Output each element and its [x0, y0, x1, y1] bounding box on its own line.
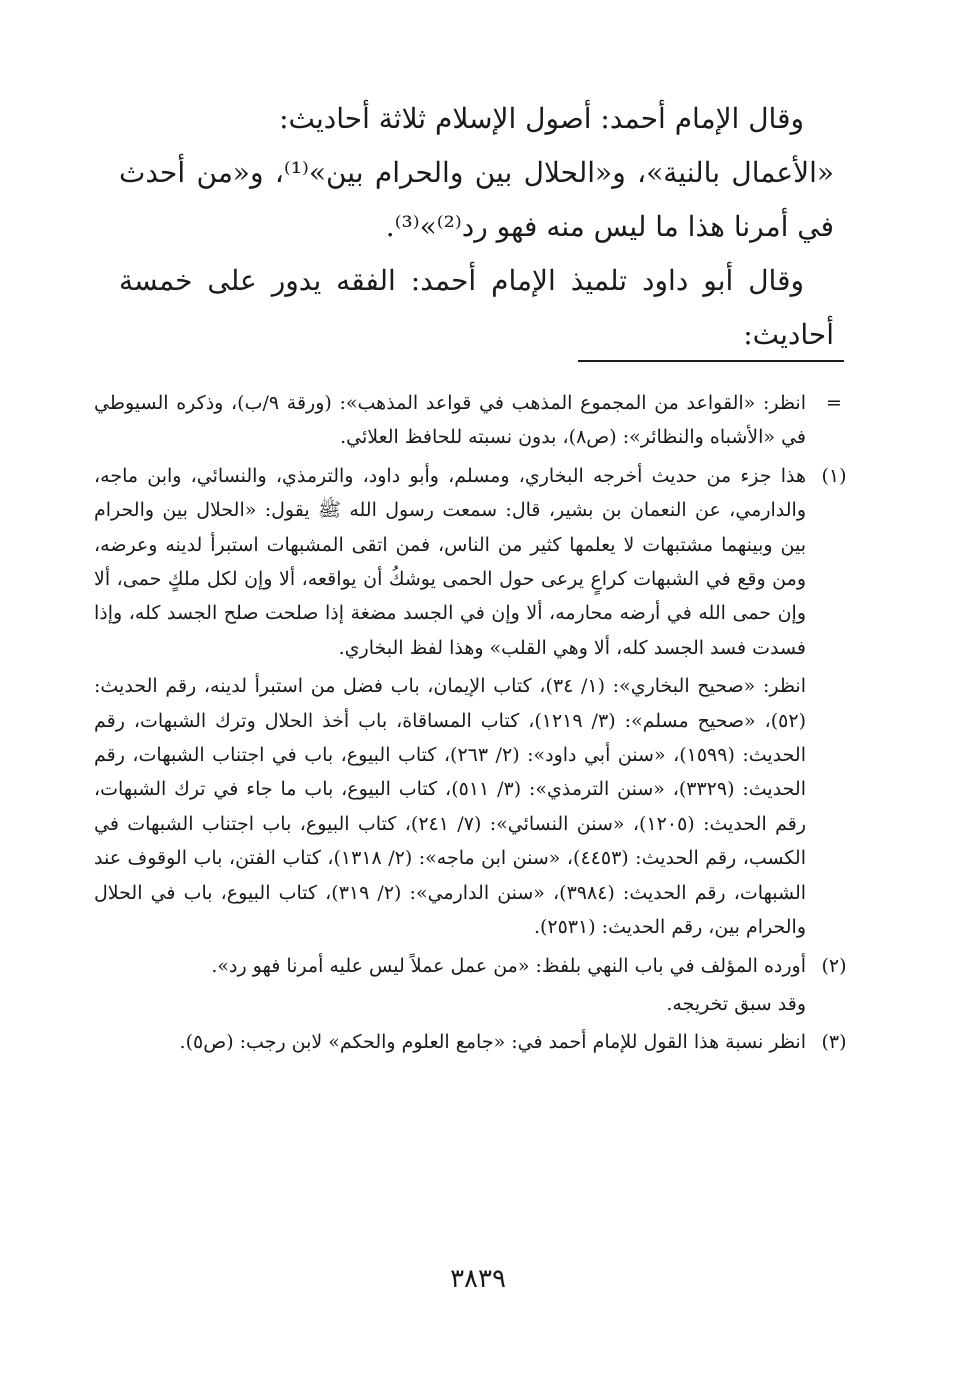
- footnote-marker: (١): [821, 464, 847, 487]
- footnotes: [94, 386, 854, 1060]
- footnote-paragraph: انظر: «القواعد من المجموع المذهب في قواعد المذهب»: (ورقة ٩/ب)، وذكره السيوطي في «الأشباه والنظائر»: (ص٨)، بدون نسبته للحافظ العلائي.: [94, 392, 806, 449]
- main-text: [119, 92, 834, 362]
- footnote-marker: (٣): [821, 1031, 847, 1054]
- footnote-continuation: [94, 386, 854, 455]
- footnote-marker: =: [826, 392, 842, 414]
- footnote-3: [94, 1025, 854, 1059]
- footnote-body: [94, 949, 806, 1022]
- footnote-body: [94, 459, 806, 945]
- footnote-paragraph: انظر: «صحيح البخاري»: (١/ ٣٤)، كتاب الإيمان، باب فضل من استبرأ لدينه، رقم الحديث: (٥٢)، «صحيح مسلم»: (٣/ ١٢١٩)، كتاب المساقاة، باب أخذ الحلال وترك الشبهات، رقم الحديث: (١٥٩٩)، «سنن أبي داود»: (٢/ ٢٦٣)، كتاب البيوع، باب في اجتناب الشبهات، رقم الحديث: (٣٣٢٩)، «سنن الترمذي»: (٣/ ٥١١)، كتاب البيوع، باب ما جاء في ترك الشبهات، رقم الحديث: (١٢٠٥)، «سنن النسائي»: (٧/ ٢٤١)، كتاب البيوع، باب اجتناب الشبهات في الكسب، رقم الحديث: (٤٤٥٣)، «سنن ابن ماجه»: (٢/ ١٣١٨)، كتاب الفتن، باب الوقوف عند الشبهات، رقم الحديث: (٣٩٨٤)، «سنن الدارمي»: (٢/ ٣١٩)، كتاب البيوع، باب في الحلال والحرام بين، رقم الحديث: (٢٥٣١).: [94, 675, 807, 939]
- footnote-2: [94, 949, 854, 1022]
- main-paragraph: وقال الإمام أحمد: أصول الإسلام ثلاثة أحاديث:: [279, 102, 804, 135]
- main-paragraph: وقال أبو داود تلميذ الإمام أحمد: الفقه يدور على خمسة أحاديث:: [119, 264, 834, 351]
- footnote-separator: [578, 360, 844, 362]
- footnote-body: [94, 1025, 806, 1059]
- footnote-paragraph: أورده المؤلف في باب النهي بلفظ: «من عمل عملاً ليس عليه أمرنا فهو رد».: [211, 954, 806, 977]
- footnote-marker: (٢): [821, 954, 847, 977]
- main-paragraph: «الأعمال بالنية»، و«الحلال بين والحرام بين»⁽¹⁾، و«من أحدث في أمرنا هذا ما ليس منه فهو رد⁽²⁾»⁽³⁾.: [119, 156, 834, 243]
- footnote-paragraph: انظر نسبة هذا القول للإمام أحمد في: «جامع العلوم والحكم» لابن رجب: (ص٥).: [179, 1031, 806, 1054]
- footnote-paragraph: وقد سبق تخريجه.: [666, 992, 806, 1015]
- page-number: ٣٨٣٩: [450, 1264, 506, 1294]
- footnote-paragraph: هذا جزء من حديث أخرجه البخاري، ومسلم، وأبو داود، والترمذي، والنسائي، وابن ماجه، والدارمي، عن النعمان بن بشير، قال: سمعت رسول الله ﷺ يقول: «الحلال بين والحرام بين وبينهما مشتبهات لا يعلمها كثير من الناس، فمن اتقى المشبهات استبرأ لدينه وعرضه، ومن وقع في الشبهات كراعٍ يرعى حول الحمى يوشكُ أن يواقعه، ألا وإن لكل ملكٍ حمى، ألا وإن حمى الله في أرضه محارمه، ألا وإن في الجسد مضغة إذا صلحت صلح الجسد كله، وإذا فسدت فسد الجسد كله، ألا وهي القلب» وهذا لفظ البخاري.: [94, 464, 806, 659]
- footnote-body: [94, 386, 806, 455]
- footnote-1: [94, 459, 854, 945]
